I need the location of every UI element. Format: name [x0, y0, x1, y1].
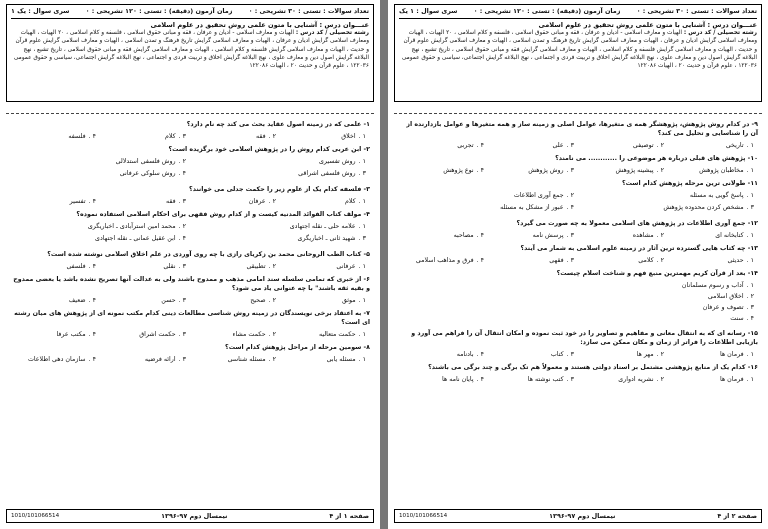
option-text: کلام	[344, 198, 356, 205]
answer-option	[100, 355, 190, 364]
option-text: پیشینه پژوهش	[615, 167, 654, 174]
option-text: مهر ها	[636, 351, 654, 358]
option-number: ۳ .	[566, 351, 574, 358]
option-number: ۱ .	[746, 351, 754, 358]
answer-option	[488, 256, 578, 265]
question-item	[398, 269, 758, 325]
answer-option	[398, 350, 488, 359]
option-number: ۴ .	[476, 232, 484, 239]
option-number: ۱ .	[358, 133, 366, 140]
answer-option	[100, 262, 190, 271]
option-number: ۲ .	[268, 331, 276, 338]
answer-options	[10, 132, 370, 141]
option-number: ۴ .	[88, 356, 96, 363]
option-number: ۴ .	[88, 297, 96, 304]
option-text: فلسفی	[66, 263, 86, 270]
option-text: فرمان ها	[719, 351, 744, 358]
answer-option	[578, 203, 758, 212]
answer-option	[488, 141, 578, 150]
page-divider	[380, 0, 388, 529]
option-text: نقلی	[163, 263, 176, 270]
answer-option	[398, 303, 758, 312]
option-number: ۱ .	[746, 376, 754, 383]
lesson-name: آشنایی با متون علمی روش تحقیق در علوم اسلامی	[538, 20, 706, 29]
option-text: تجربی	[457, 142, 474, 149]
answer-option	[280, 355, 370, 364]
question-stem: ۱۰- پژوهش های قبلی درباره هر موضوعی را ............ می نامند؟	[555, 155, 758, 162]
exam-page-1	[0, 0, 380, 529]
option-text: روش پژوهش	[528, 167, 564, 174]
answer-option	[398, 375, 488, 384]
answer-option	[100, 296, 190, 305]
answer-option	[10, 197, 100, 206]
answer-option	[10, 330, 100, 339]
header-meta-row	[399, 7, 757, 19]
option-number: ۴ .	[88, 198, 96, 205]
option-text: بادنامه	[456, 351, 474, 358]
question-item	[398, 219, 758, 240]
answer-option	[488, 350, 578, 359]
option-text: ابن عقیل عمانی ـ نقله اجتهادی	[95, 235, 176, 242]
answer-option	[398, 292, 758, 301]
option-number: ۱ .	[358, 198, 366, 205]
option-number: ۲ .	[656, 351, 664, 358]
option-text: حکمت متعالیه	[318, 331, 356, 338]
answer-option	[190, 222, 370, 231]
option-text: ضعیف	[68, 297, 86, 304]
option-text: کتب نوشته ها	[527, 376, 564, 383]
semester: نیمسال دوم ۹۷-۱۳۹۶	[549, 512, 616, 520]
option-number: ۳ .	[566, 232, 574, 239]
answer-options	[398, 256, 758, 265]
option-number: ۳ .	[746, 304, 754, 311]
option-text: موثق	[341, 297, 356, 304]
answer-options	[398, 281, 758, 325]
answer-option	[10, 355, 100, 364]
answer-option	[280, 262, 370, 271]
answer-options	[10, 222, 370, 246]
answer-option	[190, 355, 280, 364]
option-number: ۱ .	[746, 142, 754, 149]
option-text: روش تفسیری	[318, 158, 356, 165]
option-number: ۱ .	[358, 223, 366, 230]
question-item	[10, 145, 370, 181]
fields-label: رشته تحصیلی / کد درس :	[683, 30, 757, 37]
option-text: فلسفه	[68, 133, 86, 140]
option-text: حدیثی	[727, 257, 744, 264]
option-text: تاریخی	[725, 142, 744, 149]
option-text: مکتب عرفا	[56, 331, 86, 338]
page-number: صفحه ۱ از ۴	[329, 512, 369, 520]
question-stem: ۲- ابن عربی کدام روش را در پژوهش اسلامی خود برگزیده است؟	[168, 146, 370, 153]
option-text: فقه	[256, 133, 266, 140]
option-number: ۲ .	[656, 142, 664, 149]
answer-option	[10, 132, 100, 141]
option-number: ۲ .	[268, 263, 276, 270]
answer-option	[578, 191, 758, 200]
question-stem: ۶- از خبری که تمامی سلسله سند امامی مذهب و ممدوح باشند ولی به عدالت آنها تصریح نشده باشد یا بعضی ممدوح و بقیه ثقه باشند" با چه عنوانی یاد می شود؟	[13, 276, 370, 292]
answer-option	[10, 169, 190, 178]
answer-option	[488, 231, 578, 240]
option-number: ۲ .	[268, 297, 276, 304]
option-text: نوع پژوهش	[443, 167, 474, 174]
question-item	[10, 309, 370, 339]
option-number: ۴ .	[476, 376, 484, 383]
option-text: مسئله یابی	[326, 356, 356, 363]
exam-code: 1010/101066514	[399, 513, 448, 519]
answer-option	[578, 350, 668, 359]
question-stem: ۱۱- طولانی ترین مرحله پژوهش کدام است؟	[621, 180, 758, 187]
question-stem: ۷- به اعتقاد برخی نویسندگان در زمینه روش شناسی مطالعات دینی کدام مکتب نمونه ای از پژوهش های میان رشته ای است؟	[14, 310, 370, 326]
answer-option	[10, 296, 100, 305]
option-text: جمع آوری اطلاعات	[513, 192, 564, 199]
answer-option	[190, 169, 370, 178]
exam-header	[6, 4, 374, 102]
answer-options	[398, 141, 758, 150]
exam-page-2	[388, 0, 768, 529]
answer-option	[398, 203, 578, 212]
answer-options	[10, 296, 370, 305]
fields-label: رشته تحصیلی / کد درس :	[295, 30, 369, 37]
option-number: ۳ .	[566, 376, 574, 383]
question-item	[10, 250, 370, 271]
question-item	[398, 179, 758, 215]
option-number: ۳ .	[358, 170, 366, 177]
option-number: ۴ .	[88, 133, 96, 140]
answer-option	[578, 256, 668, 265]
option-text: نشریه ادواری	[618, 376, 654, 383]
answer-options	[10, 197, 370, 206]
answer-option	[488, 375, 578, 384]
option-number: ۳ .	[358, 235, 366, 242]
option-text: فقه	[166, 198, 176, 205]
option-number: ۲ .	[178, 223, 186, 230]
option-number: ۳ .	[178, 263, 186, 270]
answer-options	[10, 262, 370, 271]
answer-option	[488, 166, 578, 175]
exam-time: زمان آزمون (دقیقه) : تستی : ۱۲۰ تشریحی : ۰	[85, 7, 233, 15]
question-item	[398, 363, 758, 384]
answer-option	[668, 256, 758, 265]
fields-of-study	[11, 29, 369, 70]
option-number: ۲ .	[656, 257, 664, 264]
question-series: سری سوال : ۱ یک	[399, 7, 458, 15]
option-number: ۱ .	[358, 356, 366, 363]
answer-option	[100, 132, 190, 141]
lesson-title	[399, 21, 757, 30]
option-number: ۳ .	[178, 297, 186, 304]
answer-option	[10, 262, 100, 271]
question-stem: ۱- علمی که در زمینه اصول عقاید بحث می کند چه نام دارد؟	[186, 121, 370, 128]
option-text: عرفانی	[336, 263, 356, 270]
option-number: ۱ .	[746, 192, 754, 199]
question-item	[398, 120, 758, 150]
option-number: ۲ .	[268, 133, 276, 140]
option-text: مشخص کردن محدوده پژوهش	[663, 204, 744, 211]
option-text: کتاب	[550, 351, 564, 358]
answer-options	[10, 330, 370, 339]
header-separator	[394, 113, 762, 114]
option-number: ۴ .	[88, 331, 96, 338]
option-text: مصاحبه	[453, 232, 474, 239]
option-text: فقهی	[549, 257, 564, 264]
question-list	[398, 120, 758, 388]
option-number: ۱ .	[746, 167, 754, 174]
answer-option	[668, 166, 758, 175]
answer-options	[398, 231, 758, 240]
exam-header	[394, 4, 762, 102]
option-number: ۴ .	[88, 263, 96, 270]
question-item	[10, 210, 370, 246]
answer-option	[100, 197, 190, 206]
option-text: پرسش نامه	[532, 232, 564, 239]
option-text: فرق و مذاهب اسلامی	[415, 257, 474, 264]
fields-of-study	[399, 29, 757, 70]
answer-options	[398, 166, 758, 175]
question-item	[398, 244, 758, 265]
answer-option	[398, 166, 488, 175]
answer-options	[398, 375, 758, 384]
option-text: شهید ثانی ـ اخباریگری	[297, 235, 356, 242]
option-number: ۴ .	[178, 235, 186, 242]
option-text: ارائه فرضیه	[144, 356, 176, 363]
answer-option	[190, 262, 280, 271]
question-item	[10, 120, 370, 141]
lesson-label: عنـــوان درس :	[319, 20, 369, 29]
question-series: سری سوال : یک ۱	[11, 7, 70, 15]
option-number: ۱ .	[358, 158, 366, 165]
option-number: ۲ .	[566, 192, 574, 199]
header-separator	[6, 113, 374, 114]
option-text: صحیح	[250, 297, 266, 304]
option-text: پاسخ گویی به مسئله	[689, 192, 744, 199]
option-text: روش فلسفی اشراقی	[298, 170, 356, 177]
question-stem: ۵- کتاب الطب الروحانی محمد بن زکریای رازی با چه روی آوردی در علم اخلاق اسلامی نوشته شده است؟	[47, 251, 370, 258]
option-number: ۱ .	[358, 331, 366, 338]
option-number: ۱ .	[746, 257, 754, 264]
answer-option	[668, 231, 758, 240]
option-number: ۳ .	[566, 257, 574, 264]
question-count: تعداد سوالات : تستی : ۳۰ تشریحی : ۰	[248, 7, 369, 15]
option-text: علامه حلی ـ نقله اجتهادی	[289, 223, 356, 230]
answer-option	[190, 234, 370, 243]
option-number: ۲ .	[656, 376, 664, 383]
answer-option	[280, 330, 370, 339]
option-text: تطبیقی	[246, 263, 266, 270]
answer-option	[280, 197, 370, 206]
answer-option	[190, 132, 280, 141]
question-stem: ۱۵- رسانه ای که به انتقال معانی و مفاهیم و تصاویر را در خود ثبت نموده و امکان انتقال آن را فراهم می آورد و بازیابی اطلاعات را فراتر از زمان و مکان ممکن می سازد:	[411, 330, 758, 346]
answer-option	[10, 157, 190, 166]
option-text: آداب و رسوم مسلمانان	[681, 282, 744, 289]
option-number: ۳ .	[746, 204, 754, 211]
page-footer	[394, 509, 762, 523]
option-text: عبور از مشکل به مسئله	[500, 204, 564, 211]
option-number: ۲ .	[268, 356, 276, 363]
answer-options	[10, 157, 370, 181]
option-text: مخاطبان پژوهش	[699, 167, 744, 174]
page-number: صفحه ۲ از ۴	[717, 512, 757, 520]
option-text: روش سلوکی عرفانی	[119, 170, 176, 177]
answer-option	[190, 330, 280, 339]
question-stem: ۹- در کدام روش پژوهش، پژوهشگر همه ی متغیرها، عوامل اصلی و زمینه ساز و همه متغیرها و عوامل بازدارنده از آن را شناسایی و تحلیل می کند؟	[406, 121, 758, 137]
question-item	[10, 275, 370, 305]
option-number: ۳ .	[178, 198, 186, 205]
question-item	[10, 343, 370, 364]
option-number: ۲ .	[178, 158, 186, 165]
question-stem: ۱۲- جمع آوری اطلاعات در پژوهش های اسلامی معمولا به چه صورت می گیرد؟	[516, 220, 758, 227]
option-number: ۴ .	[746, 315, 754, 322]
question-count: تعداد سوالات : تستی : ۳۰ تشریحی : ۰	[636, 7, 757, 15]
option-number: ۳ .	[178, 133, 186, 140]
lesson-title	[11, 21, 369, 30]
question-item	[398, 154, 758, 175]
question-stem: ۱۶- کدام یک از منابع پژوهشی مشتمل بر اسناد دولتی هستند و معمولاً هم تک برگی و چند برگی می باشند؟	[428, 364, 758, 371]
option-number: ۳ .	[566, 167, 574, 174]
option-number: ۱ .	[746, 232, 754, 239]
option-number: ۴ .	[476, 351, 484, 358]
option-number: ۳ .	[566, 142, 574, 149]
answer-option	[190, 296, 280, 305]
option-text: مسئله شناسی	[227, 356, 266, 363]
option-number: ۱ .	[358, 263, 366, 270]
answer-option	[398, 281, 758, 290]
answer-option	[190, 157, 370, 166]
answer-option	[398, 256, 488, 265]
option-number: ۳ .	[178, 331, 186, 338]
answer-option	[280, 132, 370, 141]
answer-option	[578, 231, 668, 240]
option-text: فرمان ها	[719, 376, 744, 383]
answer-option	[398, 231, 488, 240]
exam-code: 1010/101066514	[11, 513, 60, 519]
header-meta-row	[11, 7, 369, 19]
page-footer	[6, 509, 374, 523]
answer-options	[398, 350, 758, 359]
question-stem: ۴- مولف کتاب الفوائد المدنیه کیست و از کدام روش فقهی برای احکام اسلامی استفاده نموده؟	[76, 211, 370, 218]
lesson-label: عنـــوان درس :	[707, 20, 757, 29]
option-number: ۲ .	[656, 167, 664, 174]
question-stem: ۱۴- بعد از قرآن کریم مهمترین منبع فهم و شناخت اسلام چیست؟	[556, 270, 758, 277]
option-text: اخلاق	[341, 133, 356, 140]
answer-option	[10, 222, 190, 231]
answer-options	[398, 191, 758, 215]
option-text: علی	[552, 142, 564, 149]
option-number: ۴ .	[178, 170, 186, 177]
lesson-name: آشنایی با متون علمی روش تحقیق در علوم اسلامی	[150, 20, 318, 29]
question-stem: ۸- سومین مرحله از مراحل پژوهش کدام است؟	[225, 344, 370, 351]
answer-option	[280, 296, 370, 305]
semester: نیمسال دوم ۹۷-۱۳۹۶	[161, 512, 228, 520]
answer-option	[668, 350, 758, 359]
answer-option	[398, 191, 578, 200]
answer-option	[398, 141, 488, 150]
question-item	[398, 329, 758, 359]
option-number: ۴ .	[566, 204, 574, 211]
option-text: کلام	[164, 133, 176, 140]
option-number: ۱ .	[358, 297, 366, 304]
option-text: حکمت اشراق	[139, 331, 176, 338]
option-number: ۲ .	[268, 198, 276, 205]
answer-option	[578, 141, 668, 150]
answer-option	[10, 234, 190, 243]
option-number: ۱ .	[746, 282, 754, 289]
option-number: ۲ .	[656, 232, 664, 239]
option-text: کلامی	[638, 257, 654, 264]
option-number: ۴ .	[476, 167, 484, 174]
option-number: ۴ .	[476, 142, 484, 149]
answer-options	[10, 355, 370, 364]
answer-option	[100, 330, 190, 339]
option-text: حسن	[161, 297, 176, 304]
option-text: مشاهده	[632, 232, 654, 239]
answer-option	[578, 166, 668, 175]
option-text: حکمت مشاء	[232, 331, 266, 338]
option-number: ۲ .	[746, 293, 754, 300]
option-text: عرفان	[248, 198, 266, 205]
option-number: ۴ .	[476, 257, 484, 264]
question-stem: ۱۳- چه کتاب هایی گسترده ترین آثار در زمینه علوم اسلامی به شمار می آیند؟	[520, 245, 758, 252]
answer-option	[190, 197, 280, 206]
option-text: سنت	[730, 315, 744, 322]
exam-time: زمان آزمون (دقیقه) : تستی : ۱۲۰ تشریحی : ۰	[473, 7, 621, 15]
option-text: روش فلسفی استدلالی	[115, 158, 176, 165]
fields-list: الهیات و معارف اسلامی - ادیان و عرفان ، فقه و مبانی حقوق اسلامی ، فلسفه و کلام اسلامی ، ۲۰ الهیات ، الهیات ومعارف اسلامی گرایش ادیان و عرفان ، الهیات و معارف اسلامی گرایش تاریخ فرهنگ و تمدن اسلامی ، الهیات و معارف اسلامی گرایش علوم قرآن و حدیث ، الهیات و معارف اسلامی گرایش فلسفه و کلام اسلامی ، الهیات و معارف اسلامی گرایش فقه و مبانی حقوق اسلامی ، تاریخ تشیع ، نهج البلاغه گرایش اصول دین و معارف علوی ، نهج البلاغه گرایش اخلاق و تربیت فردی و اجتماعی ، نهج البلاغه گرایش اجتماعی، سیاسی و حقوق عمومی ۱۲۲۰۳۶ ، علوم قرآن و حدیث ۲۰ ، الهیات ۱۲۲۰۸۶	[401, 30, 757, 69]
option-text: توصیفی	[632, 142, 654, 149]
answer-option	[398, 314, 758, 323]
option-text: تفسیر	[69, 198, 86, 205]
answer-option	[668, 141, 758, 150]
option-text: پایان نامه ها	[441, 376, 474, 383]
question-list	[10, 120, 370, 368]
fields-list: الهیات و معارف اسلامی - ادیان و عرفان ، فقه و مبانی حقوق اسلامی ، فلسفه و کلام اسلامی ، ۲۰ الهیات ، الهیات ومعارف اسلامی گرایش ادیان و عرفان ، الهیات و معارف اسلامی گرایش تاریخ فرهنگ و تمدن اسلامی ، الهیات و معارف اسلامی گرایش علوم قرآن و حدیث ، الهیات و معارف اسلامی گرایش فلسفه و کلام اسلامی ، الهیات و معارف اسلامی گرایش فقه و مبانی حقوق اسلامی ، تاریخ تشیع ، نهج البلاغه گرایش اصول دین و معارف علوی ، نهج البلاغه گرایش اخلاق و تربیت فردی و اجتماعی ، نهج البلاغه گرایش اجتماعی، سیاسی و حقوق عمومی ۱۲۲۰۳۶ ، علوم قرآن و حدیث ۲۰ ، الهیات ۱۲۲۰۸۶	[13, 30, 369, 69]
option-number: ۳ .	[178, 356, 186, 363]
question-item	[10, 185, 370, 206]
option-text: تصوف و عرفان	[702, 304, 744, 311]
option-text: کتابخانه ای	[715, 232, 744, 239]
answer-option	[578, 375, 668, 384]
option-text: اخلاق اسلامی	[707, 293, 744, 300]
answer-option	[668, 375, 758, 384]
option-text: محمد امین استرآبادی ـ اخباریگری	[87, 223, 176, 230]
question-stem: ۳- فلسفه کدام یک از علوم زیر را حکمت جدلی می خوانند؟	[189, 186, 370, 193]
option-text: سازمان دهی اطلاعات	[27, 356, 86, 363]
